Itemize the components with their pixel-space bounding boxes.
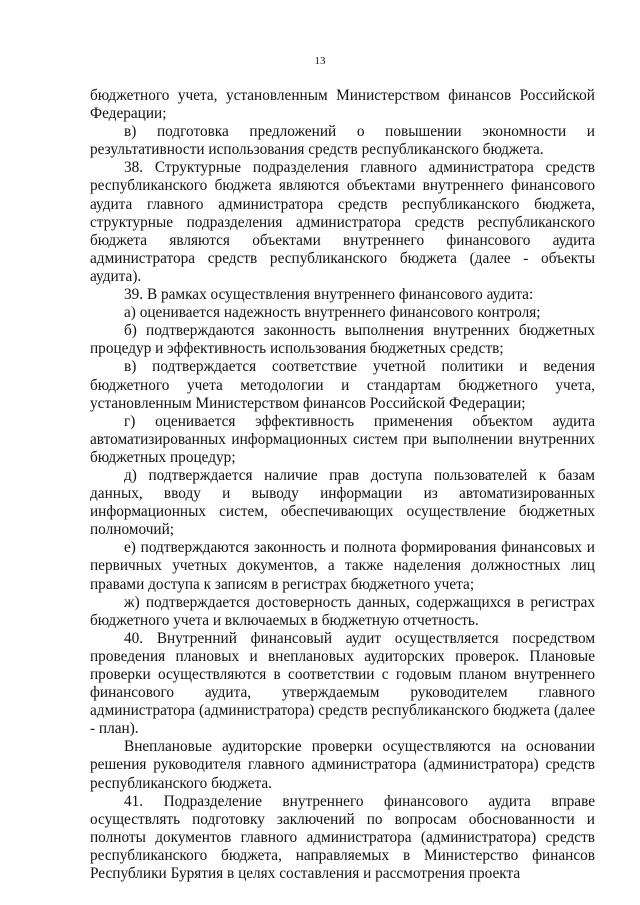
paragraph-39: 39. В рамках осуществления внутреннего финансового аудита: <box>124 286 534 304</box>
paragraph-40-unscheduled: Внеплановые аудиторские проверки осуществляются на основании решения руководителя главного администратора (администратора) средств республиканского бюджета. <box>90 738 595 792</box>
document-body <box>90 87 595 883</box>
paragraph-38: 38. Структурные подразделения главного администратора средств республиканского бюджета являются объектами внутреннего финансового аудита главного администратора средств республиканского бюджета, структурные подразделения администратора средств республиканского бюджета являются объектами внутреннего финансового аудита администратора средств республиканского бюджета (далее - объекты аудита). <box>90 159 595 285</box>
paragraph-39-v: в) подтверждается соответствие учетной политики и ведения бюджетного учета методологии и стандартам бюджетного учета, установленным Министерством финансов Российской Федерации; <box>90 358 595 412</box>
paragraph-39-e: е) подтверждаются законность и полнота формирования финансовых и первичных учетных документов, а также наделения должностных лиц правами доступа к записям в регистрах бюджетного учета; <box>90 539 595 593</box>
paragraph-item-v-previous: в) подготовка предложений о повышении экономности и результативности использования средств республиканского бюджета. <box>90 123 595 159</box>
paragraph-39-a: а) оценивается надежность внутреннего финансового контроля; <box>124 304 541 322</box>
paragraph-39-zh: ж) подтверждается достоверность данных, содержащихся в регистрах бюджетного учета и включаемых в бюджетную отчетность. <box>90 593 595 629</box>
paragraph-39-d: д) подтверждается наличие прав доступа пользователей к базам данных, вводу и выводу информации из автоматизированных информационных систем, обеспечивающих осуществление бюджетных полномочий; <box>90 466 595 539</box>
paragraph-continuation: бюджетного учета, установленным Министерством финансов Российской Федерации; <box>90 87 595 123</box>
paragraph-40: 40. Внутренний финансовый аудит осуществляется посредством проведения плановых и внеплановых аудиторских проверок. Плановые проверки осуществляются в соответствии с годовым планом внутреннего финансового аудита, утверждаемым руководителем главного администратора (администратора) средств республиканского бюджета (далее - план). <box>90 629 595 738</box>
page-number: 13 <box>314 55 326 67</box>
paragraph-39-b: б) подтверждаются законность выполнения внутренних бюджетных процедур и эффективность использования бюджетных средств; <box>90 322 595 358</box>
paragraph-41: 41. Подразделение внутреннего финансового аудита вправе осуществлять подготовку заключений по вопросам обоснованности и полноты документов главного администратора (администратора) средств республиканского бюджета, направляемых в Министерство финансов Республики Бурятия в целях составления и рассмотрения проекта <box>90 792 595 883</box>
paragraph-39-g: г) оценивается эффективность применения объектом аудита автоматизированных информационных систем при выполнении внутренних бюджетных процедур; <box>90 412 595 466</box>
